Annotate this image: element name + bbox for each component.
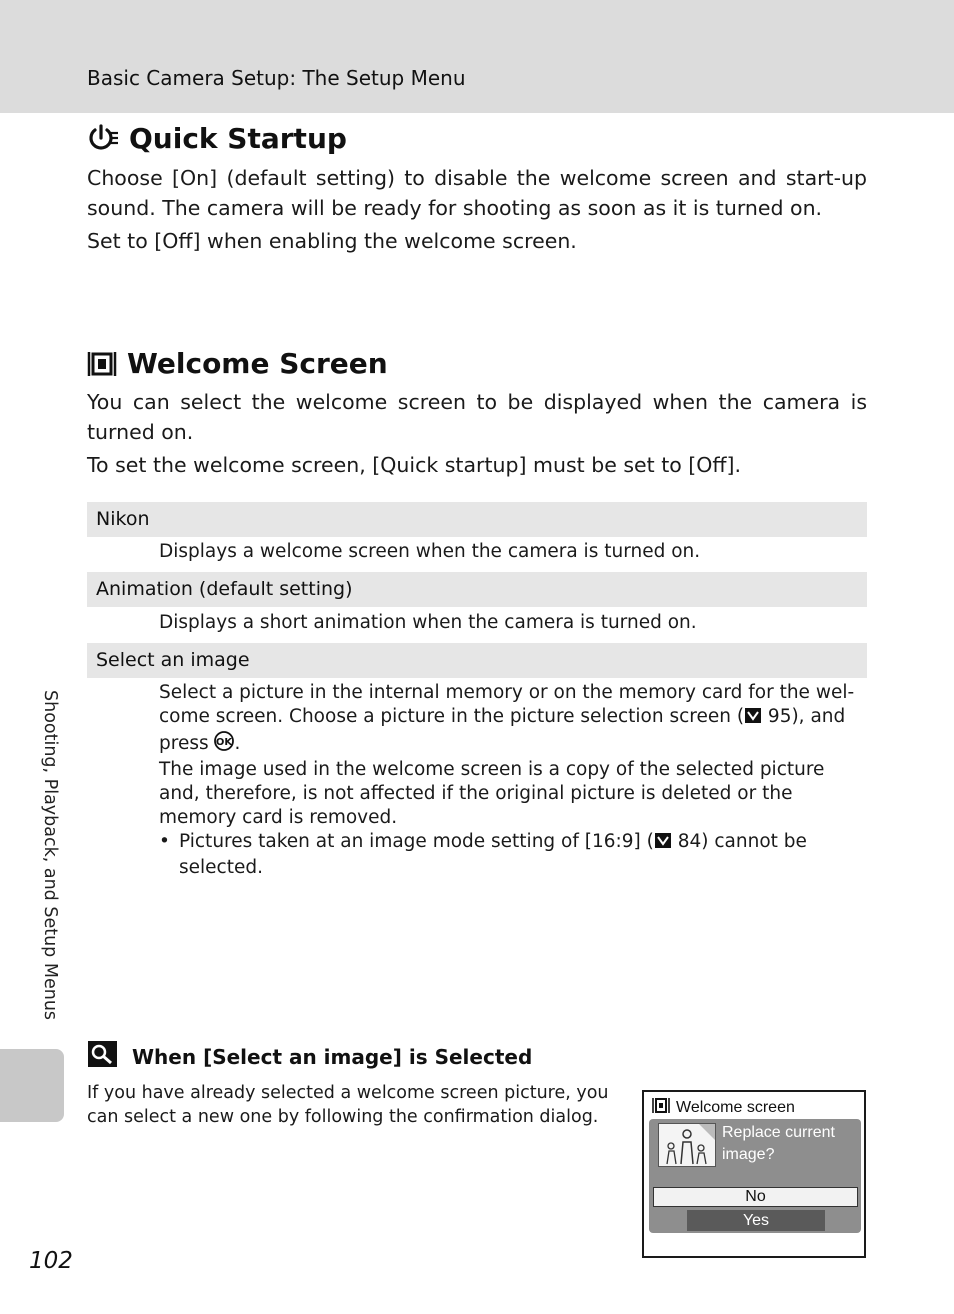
camera-screen-title: Welcome screen: [652, 1097, 795, 1119]
welcome-screen-title: Welcome Screen: [127, 347, 388, 380]
note-icon: [87, 1040, 118, 1073]
option-select-image-desc: [159, 681, 859, 880]
camera-dialog-panel: [649, 1119, 861, 1233]
page-number: 102: [29, 1248, 73, 1274]
select-image-bullet: • Pictures taken at an image mode setting of [16:9] ( 84) cannot be selected.: [159, 831, 807, 878]
page-reference-icon: [654, 831, 672, 856]
note-text: If you have already selected a welcome screen picture, you can select a new one by following the confirmation dialog.: [87, 1083, 609, 1127]
option-select-image-label: Select an image: [87, 643, 867, 678]
select-image-desc-2: The image used in the welcome screen is a copy of the selected picture and, therefore, is not affected if the original picture is deleted or the memory card is removed.: [159, 759, 825, 828]
welcome-screen-heading: [87, 347, 388, 380]
quick-startup-heading: [87, 122, 347, 155]
select-image-desc-1: Select a picture in the internal memory or on the memory card for the wel-come screen. Choose a picture in the picture selection screen ( 95), and press OK .: [159, 681, 859, 758]
ok-button-icon: [214, 731, 234, 758]
page-reference-icon: [744, 706, 762, 731]
option-nikon-label: Nikon: [87, 502, 867, 537]
dialog-option-no[interactable]: No: [653, 1187, 858, 1207]
camera-screen-illustration: [642, 1090, 866, 1258]
note-title-text: When [Select an image] is Selected: [132, 1044, 533, 1069]
note-title: [87, 1040, 532, 1073]
header-band: [0, 0, 954, 113]
dialog-option-yes[interactable]: Yes: [687, 1210, 825, 1231]
option-nikon-desc: Displays a welcome screen when the camera is turned on.: [159, 541, 701, 562]
welcome-screen-para-2: To set the welcome screen, [Quick startup] must be set to [Off].: [87, 453, 742, 477]
quick-startup-para-1: Choose [On] (default setting) to disable the welcome screen and start-up sound. The camera will be ready for shooting as soon as it is turned on.: [87, 166, 867, 220]
camera-dialog-question: Replace current image?: [722, 1124, 835, 1163]
option-animation-label: Animation (default setting): [87, 572, 867, 607]
header-title: Basic Camera Setup: The Setup Menu: [87, 66, 466, 90]
svg-text:OK: OK: [216, 737, 233, 748]
welcome-screen-icon: [652, 1097, 670, 1119]
welcome-screen-icon: [87, 349, 117, 379]
power-quick-icon: [87, 124, 119, 154]
current-image-thumbnail: [658, 1123, 716, 1167]
sidebar-section-label: Shooting, Playback, and Setup Menus: [40, 690, 60, 1021]
option-animation-desc: Displays a short animation when the camera is turned on.: [159, 612, 697, 633]
quick-startup-title: Quick Startup: [129, 122, 347, 155]
quick-startup-para-2: Set to [Off] when enabling the welcome screen.: [87, 229, 577, 253]
welcome-screen-para-1: You can select the welcome screen to be displayed when the camera is turned on.: [87, 390, 867, 444]
sidebar-tab: [0, 1049, 64, 1122]
